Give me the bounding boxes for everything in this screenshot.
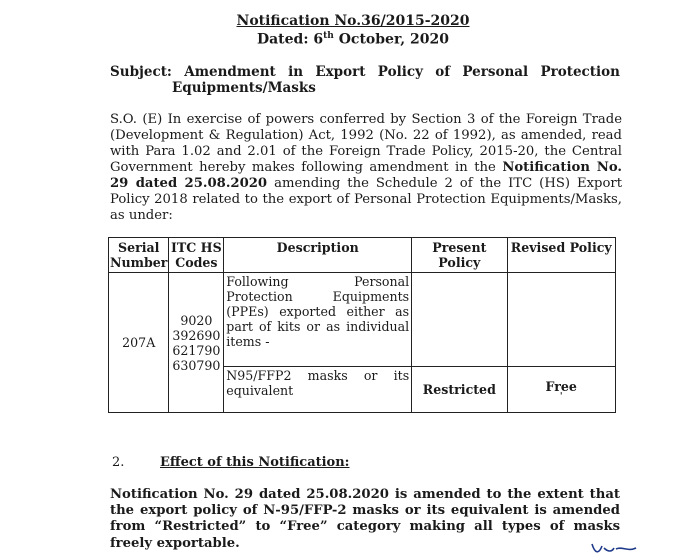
referenced-notification: Notification No. 29 dated 25.08.2020	[110, 160, 622, 191]
section-number: 2.	[112, 455, 125, 470]
notification-number: Notification No.36/2015-2020	[236, 13, 470, 29]
present-policy-cell-empty	[412, 273, 507, 367]
signature-mark	[590, 540, 640, 556]
hs-code: 630790	[172, 357, 221, 373]
table-row	[109, 273, 616, 367]
header-present-policy: Present Policy	[412, 238, 507, 273]
header-serial-number: Serial Number	[109, 238, 169, 273]
serial-number-cell: 207A	[109, 273, 169, 413]
subject-line-2: Equipments/Masks	[172, 80, 316, 96]
header-itc-hs-codes: ITC HS Codes	[169, 238, 224, 273]
subject-line	[110, 64, 620, 96]
subject-word: Amendment	[184, 64, 276, 80]
intro-paragraph: S.O. (E) In exercise of powers conferred by Section 3 of the Foreign Trade (Development & Regulation) Act, 1992 (No. 22 of 1992), as amended, read with Para 1.02 and 2.01 of the Foreign Trade Policy, 2015-20, the Central Government hereby makes following amendment in the Notification No. 29 dated 25.08.2020 amending the Schedule 2 of the ITC (HS) Export Policy 2018 related to the export of Personal Protection Equipments/Masks, as under:	[110, 112, 622, 223]
subject-word: Subject:	[110, 64, 172, 80]
revised-policy-value: Free '	[507, 367, 616, 413]
hs-codes-cell	[169, 273, 224, 413]
subject-word: Protection	[540, 64, 620, 80]
section-title: Effect of this Notification:	[160, 455, 350, 470]
subject-word: Export	[315, 64, 366, 80]
hs-code: 621790	[172, 342, 221, 358]
pen-mark: '	[559, 392, 563, 402]
subject-word: of	[435, 64, 451, 80]
subject-word: Personal	[462, 64, 529, 80]
present-policy-value: Restricted	[412, 367, 507, 413]
header-description: Description	[224, 238, 412, 273]
amendment-table	[108, 237, 616, 413]
effect-paragraph: Notification No. 29 dated 25.08.2020 is amended to the extent that the export policy of N-95/FFP-2 masks or its equivalent is amended from “Restricted” to “Free” category making all types of masks freely exportable.	[110, 487, 620, 551]
table-header-row	[109, 238, 616, 273]
subject-word: Policy	[377, 64, 423, 80]
subject-word: in	[288, 64, 304, 80]
description-cell-n95: N95/FFP2 masks or its equivalent	[224, 367, 412, 413]
revised-policy-cell-empty	[507, 273, 616, 367]
notification-date: Dated: 6th October, 2020	[256, 31, 450, 48]
hs-code: 392690	[172, 327, 221, 343]
hs-code: 9020	[180, 312, 213, 328]
description-cell-ppe: Following Personal Protection Equipments (PPEs) exported either as part of kits or as individual items -	[224, 273, 412, 367]
header-revised-policy: Revised Policy	[507, 238, 616, 273]
